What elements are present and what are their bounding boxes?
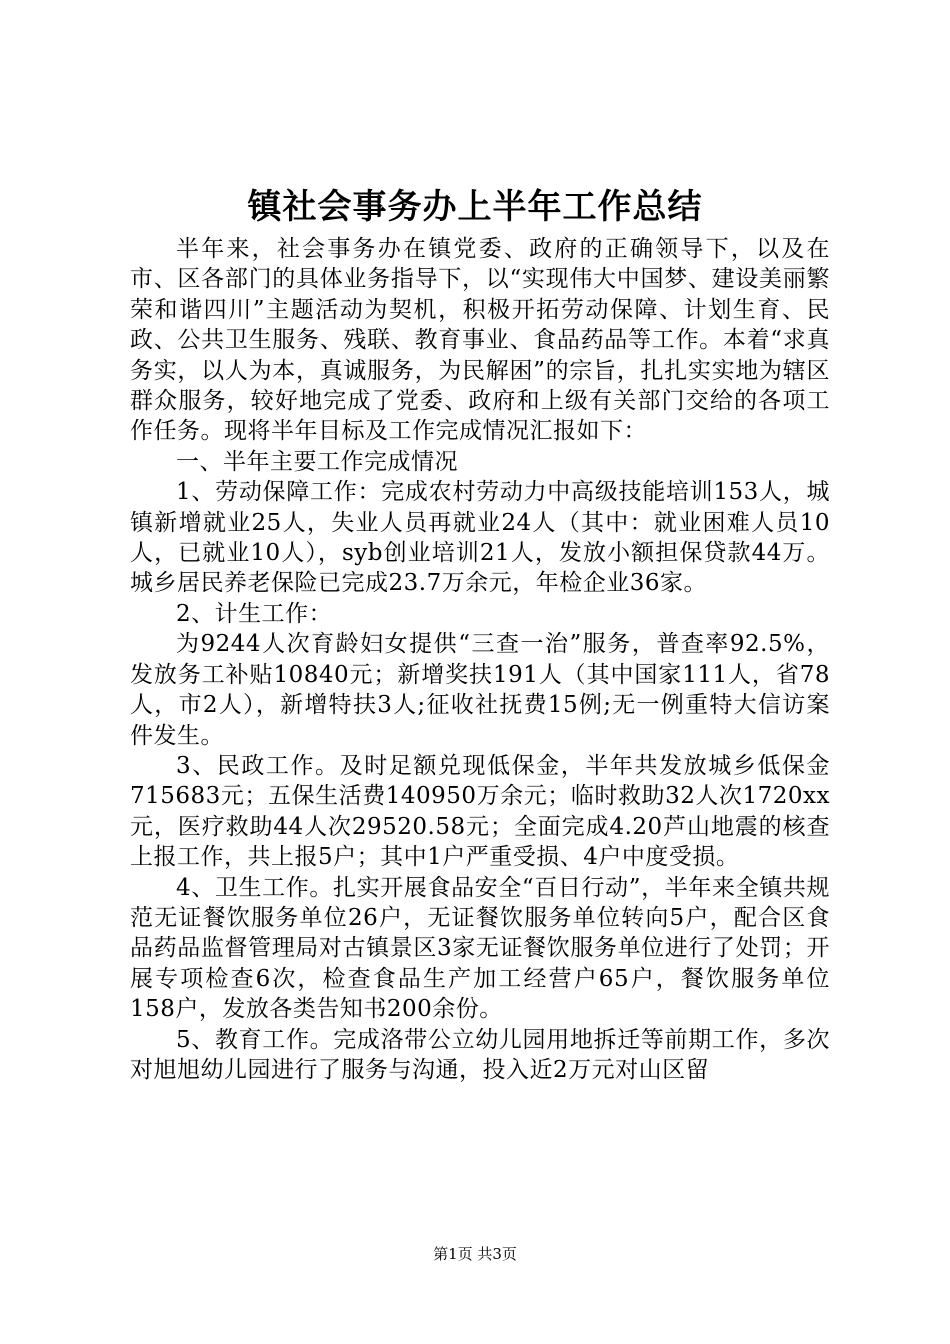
- health-paragraph: 4、卫生工作。扎实开展食品安全“百日行动”，半年来全镇共规范无证餐饮服务单位26户，无证餐饮服务单位转向5户，配合区食品药品监督管理局对古镇景区3家无证餐饮服务单位进行了处罚；开展专项检查6次，检查食品生产加工经营户65户，餐饮服务单位158户，发放各类告知书200余份。: [130, 874, 830, 1023]
- page-number-footer: 第1页 共3页: [433, 1245, 517, 1263]
- family-planning-heading: 2、计生工作：: [176, 600, 333, 627]
- document-body: [130, 234, 830, 1085]
- section-heading: 一、半年主要工作完成情况: [176, 448, 458, 475]
- civil-affairs-paragraph: 3、民政工作。及时足额兑现低保金，半年共发放城乡低保金715683元；五保生活费140950万余元；临时救助32人次1720xx元，医疗救助44人次29520.58元；全面完成4.20芦山地震的核查上报工作，共上报5户；其中1户严重受损、4户中度受损。: [130, 752, 830, 871]
- document-title: 镇社会事务办上半年工作总结: [247, 187, 703, 227]
- labor-security-paragraph: 1、劳动保障工作：完成农村劳动力中高级技能培训153人，城镇新增就业25人，失业人员再就业24人（其中：就业困难人员10人，已就业10人），syb创业培训21人，发放小额担保贷款44万。城乡居民养老保险已完成23.7万余元，年检企业36家。: [130, 479, 830, 597]
- family-planning-paragraph: 为9244人次育龄妇女提供“三查一治”服务，普查率92.5%，发放务工补贴10840元；新增奖扶191人（其中国家111人，省78人，市2人），新增特扶3人;征收社抚费15例;无一例重特大信访案件发生。: [130, 631, 830, 749]
- intro-paragraph: 半年来，社会事务办在镇党委、政府的正确领导下，以及在市、区各部门的具体业务指导下，以“实现伟大中国梦、建设美丽繁荣和谐四川”主题活动为契机，积极开拓劳动保障、计划生育、民政、公共卫生服务、残联、教育事业、食品药品等工作。本着“求真务实，以人为本，真诚服务，为民解困”的宗旨，扎扎实实地为辖区群众服务，较好地完成了党委、政府和上级有关部门交给的各项工作任务。现将半年目标及工作完成情况汇报如下：: [130, 236, 830, 445]
- education-paragraph: 5、教育工作。完成洛带公立幼儿园用地拆迁等前期工作，多次对旭旭幼儿园进行了服务与沟通，投入近2万元对山区留: [130, 1026, 830, 1083]
